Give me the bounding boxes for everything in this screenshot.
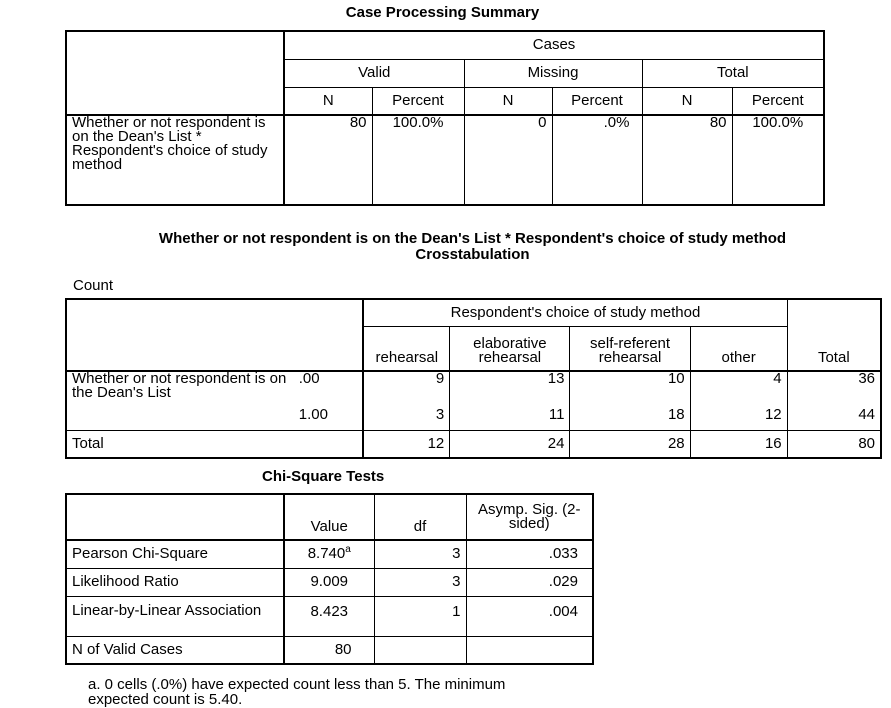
total-n-cell: 80: [642, 115, 732, 205]
footnote-marker: a: [345, 544, 351, 556]
row-level-0: .00: [294, 371, 364, 400]
crosstab-total-header: Total: [787, 299, 881, 371]
missing-n-cell: 0: [464, 115, 552, 205]
chi-row-sig: .033: [466, 540, 593, 568]
crosstab-title: [0, 231, 891, 263]
missing-percent-cell: .0%: [552, 115, 642, 205]
valid-percent-cell: 100.0%: [372, 115, 464, 205]
cell-0-1: 13: [450, 371, 570, 400]
valid-n-cell: 80: [284, 115, 372, 205]
case-summary-corner: [66, 31, 284, 115]
total-row-other: 16: [690, 430, 787, 458]
chi-row-df: 1: [374, 596, 466, 636]
crosstab-table: [65, 298, 882, 459]
chi-row-df: 3: [374, 540, 466, 568]
chi-corner: [66, 494, 284, 540]
chi-row-sig: .004: [466, 596, 593, 636]
total-row-elaborative: 24: [450, 430, 570, 458]
chi-row-sig: .029: [466, 568, 593, 596]
row-var-label: Whether or not respondent is on the Dean's List: [66, 371, 294, 430]
chi-value-header: Value: [284, 494, 374, 540]
missing-n-header: N: [464, 87, 552, 115]
chi-sig-header: Asymp. Sig. (2-sided): [466, 494, 593, 540]
col-header-self-referent: self-referent rehearsal: [570, 326, 690, 371]
valid-header: Valid: [284, 59, 464, 87]
chi-df-header: df: [374, 494, 466, 540]
chi-row-df: [374, 636, 466, 664]
cell-1-3: 12: [690, 400, 787, 430]
missing-percent-header: Percent: [552, 87, 642, 115]
valid-percent-header: Percent: [372, 87, 464, 115]
chi-row-sig: [466, 636, 593, 664]
chi-square-title: Chi-Square Tests: [262, 468, 385, 485]
total-n-header: N: [642, 87, 732, 115]
chi-row-label: Linear-by-Linear Association: [66, 596, 284, 636]
case-summary-row-label: Whether or not respondent is on the Dean's List * Respondent's choice of study method: [66, 115, 284, 205]
cell-1-total: 44: [787, 400, 881, 430]
chi-row-value: 8.423: [284, 596, 374, 636]
total-row-total: 80: [787, 430, 881, 458]
total-row-rehearsal: 12: [363, 430, 449, 458]
cell-1-0: 3: [363, 400, 449, 430]
chi-row-value: 80: [284, 636, 374, 664]
valid-n-header: N: [284, 87, 372, 115]
case-summary-title: Case Processing Summary: [345, 4, 540, 21]
total-row-self-referent: 28: [570, 430, 690, 458]
cases-header: Cases: [284, 31, 824, 59]
col-header-rehearsal: rehearsal: [363, 326, 449, 371]
crosstab-title-line1: Whether or not respondent is on the Dean's List * Respondent's choice of study method: [158, 230, 787, 247]
chi-row-label: N of Valid Cases: [66, 636, 284, 664]
crosstab-corner: [66, 299, 363, 371]
row-level-1: 1.00: [294, 400, 364, 430]
col-header-elaborative: elaborative rehearsal: [450, 326, 570, 371]
col-header-other: other: [690, 326, 787, 371]
cell-0-0: 9: [363, 371, 449, 400]
crosstab-title-line2: Crosstabulation: [415, 246, 530, 263]
chi-square-footnote: a. 0 cells (.0%) have expected count less than 5. The minimum expected count is 5.40.: [88, 676, 506, 708]
chi-row-label: Pearson Chi-Square: [66, 540, 284, 568]
study-method-header: Respondent's choice of study method: [363, 299, 787, 326]
chi-row-value: 9.009: [284, 568, 374, 596]
chi-row-label: Likelihood Ratio: [66, 568, 284, 596]
case-summary-table: [65, 30, 825, 206]
chi-square-table: [65, 493, 594, 665]
cell-1-2: 18: [570, 400, 690, 430]
total-header: Total: [642, 59, 824, 87]
cell-0-total: 36: [787, 371, 881, 400]
count-label: Count: [73, 277, 114, 294]
cell-0-3: 4: [690, 371, 787, 400]
cell-0-2: 10: [570, 371, 690, 400]
chi-row-df: 3: [374, 568, 466, 596]
chi-row-value: [284, 540, 374, 568]
total-percent-header: Percent: [732, 87, 824, 115]
total-percent-cell: 100.0%: [732, 115, 824, 205]
missing-header: Missing: [464, 59, 642, 87]
total-row-label: Total: [66, 430, 363, 458]
cell-1-1: 11: [450, 400, 570, 430]
chi-row-value-number: 8.740: [307, 545, 346, 563]
